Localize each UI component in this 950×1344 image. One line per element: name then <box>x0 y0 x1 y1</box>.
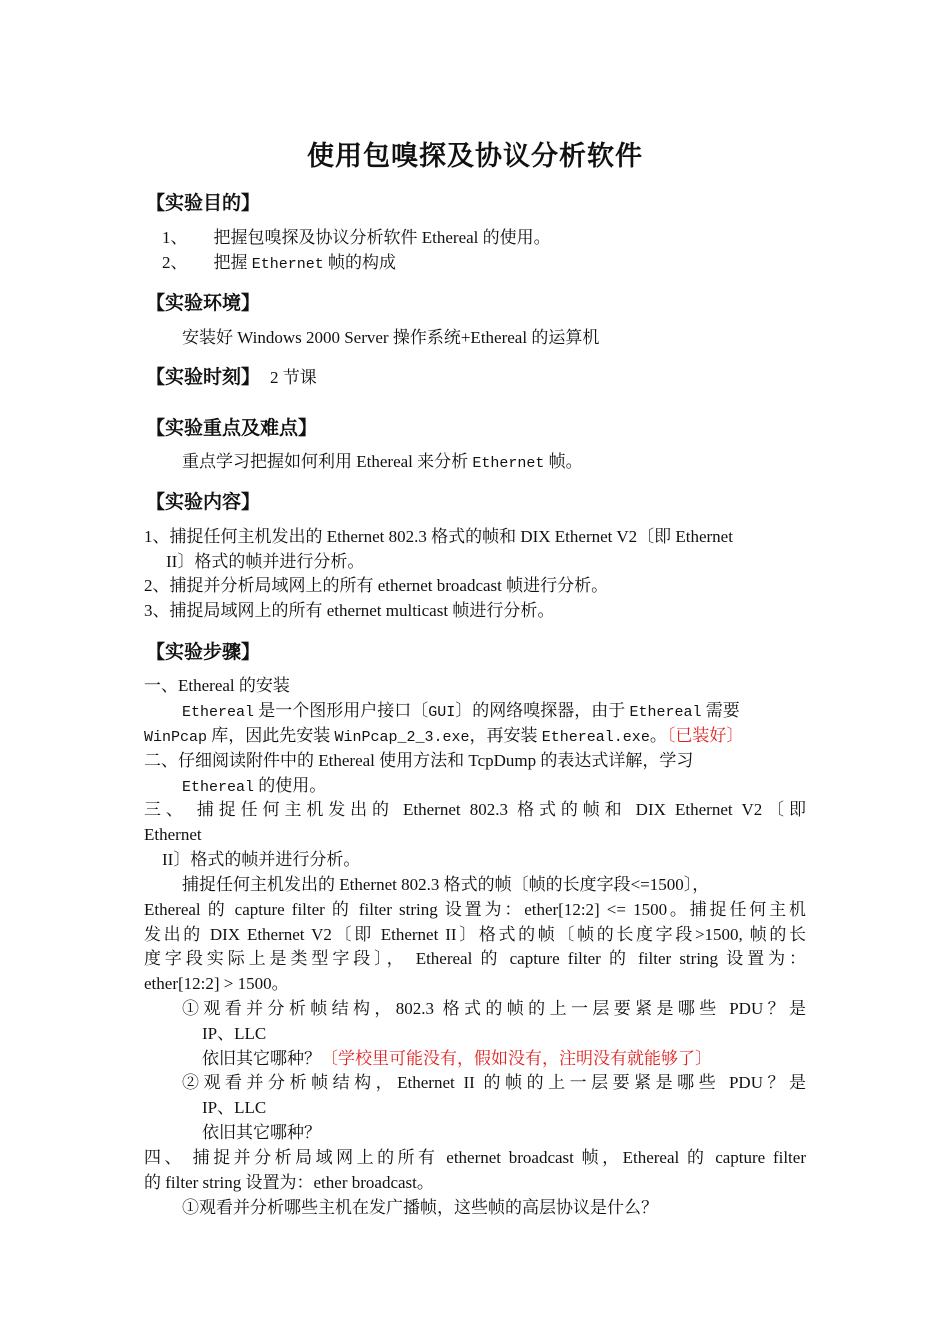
page-title: 使用包嗅探及协议分析软件 <box>307 141 643 172</box>
focus-text: 重点学习把握如何利用 Ethereal 来分析 Ethernet 帧。 <box>182 452 583 472</box>
item-number: 1、 <box>162 228 188 247</box>
installed-note: 〔已装好〕 <box>666 726 744 745</box>
step-1-title: 一、Ethereal 的安装 <box>144 676 290 695</box>
step-3-line: II〕格式的帧并进行分析。 <box>162 850 361 869</box>
step-3-paragraph-line: 发出的 DIX Ethernet V2〔即 Ethernet II〕格式的帧〔帧的长度字段>1500, 帧的长 <box>144 925 806 944</box>
step-3-line: 三、 捕捉任何主机发出的 Ethernet 802.3 格式的帧和 DIX Ethernet V2〔即 <box>144 800 806 819</box>
step-3-paragraph-line: 度字段实际上是类型字段〕， Ethereal 的 capture filter 的 filter string 设置为： <box>144 949 806 968</box>
step-2-line: 二、仔细阅读附件中的 Ethereal 使用方法和 TcpDump 的表达式详解，学习 <box>144 751 694 770</box>
time-value: 2 节课 <box>270 368 317 387</box>
step-4-line: 四、 捕捉并分析局域网上的所有 ethernet broadcast 帧，Ethereal 的 capture filter <box>144 1148 806 1167</box>
section-heading-environment: 【实验环境】 <box>146 292 261 314</box>
step-1-line: WinPcap 库，因此先安装 WinPcap_2_3.exe，再安装 Ethereal.exe。〔已装好〕 <box>144 726 744 746</box>
question-1-line: 依旧其它哪种？〔学校里可能没有，假如没有，注明没有就能够了〕 <box>202 1049 712 1068</box>
question-1-line: ①观看并分析帧结构，802.3 格式的帧的上一层要紧是哪些 PDU？是 <box>182 999 806 1018</box>
step-4-line: 的 filter string 设置为：ether broadcast。 <box>144 1173 434 1192</box>
step-3-paragraph-line: ether[12:2] > 1500。 <box>144 974 289 993</box>
item-number: 2、 <box>162 253 188 272</box>
step-3-paragraph-line: 捕捉任何主机发出的 Ethernet 802.3 格式的帧〔帧的长度字段<=1500〕， <box>182 875 710 894</box>
section-heading-focus: 【实验重点及难点】 <box>146 417 318 439</box>
question-1-note: 〔学校里可能没有，假如没有，注明没有就能够了〕 <box>321 1049 712 1068</box>
question-2-line: IP、LLC <box>202 1098 267 1117</box>
step-3-paragraph-line: Ethereal 的 capture filter 的 filter string 设置为：ether[12:2] <= 1500。捕捉任何主机 <box>144 900 806 919</box>
step-3-line: Ethernet <box>144 825 202 844</box>
content-line: II〕格式的帧并进行分析。 <box>166 552 365 571</box>
step-4-question: ①观看并分析哪些主机在发广播帧，这些帧的高层协议是什么？ <box>182 1198 658 1217</box>
item-text: 把握包嗅探及协议分析软件 Ethereal 的使用。 <box>213 228 551 247</box>
step-1-line: Ethereal 是一个图形用户接口〔GUI〕的网络嗅探器，由于 Ethereal 需要 <box>182 701 740 721</box>
objective-item-1 <box>162 225 551 250</box>
question-2-line: 依旧其它哪种？ <box>202 1123 321 1142</box>
environment-text: 安装好 Windows 2000 Server 操作系统+Ethereal 的运算机 <box>182 328 600 347</box>
objective-item-2: 2、 把握 Ethernet 帧的构成 <box>162 253 397 273</box>
section-heading-objective: 【实验目的】 <box>146 192 261 214</box>
section-heading-time: 【实验时刻】 2 节课 <box>146 366 317 388</box>
step-2-line: Ethereal 的使用。 <box>182 776 327 796</box>
question-2-line: ②观看并分析帧结构，Ethernet II 的帧的上一层要紧是哪些 PDU？是 <box>182 1073 806 1092</box>
section-heading-steps: 【实验步骤】 <box>146 641 261 663</box>
content-line: 2、捕捉并分析局域网上的所有 ethernet broadcast 帧进行分析。 <box>144 576 609 595</box>
question-1-line: IP、LLC <box>202 1024 267 1043</box>
content-line: 3、捕捉局域网上的所有 ethernet multicast 帧进行分析。 <box>144 601 555 620</box>
content-line: 1、捕捉任何主机发出的 Ethernet 802.3 格式的帧和 DIX Ethernet V2〔即 Ethernet <box>144 527 733 546</box>
section-heading-content: 【实验内容】 <box>146 491 261 513</box>
